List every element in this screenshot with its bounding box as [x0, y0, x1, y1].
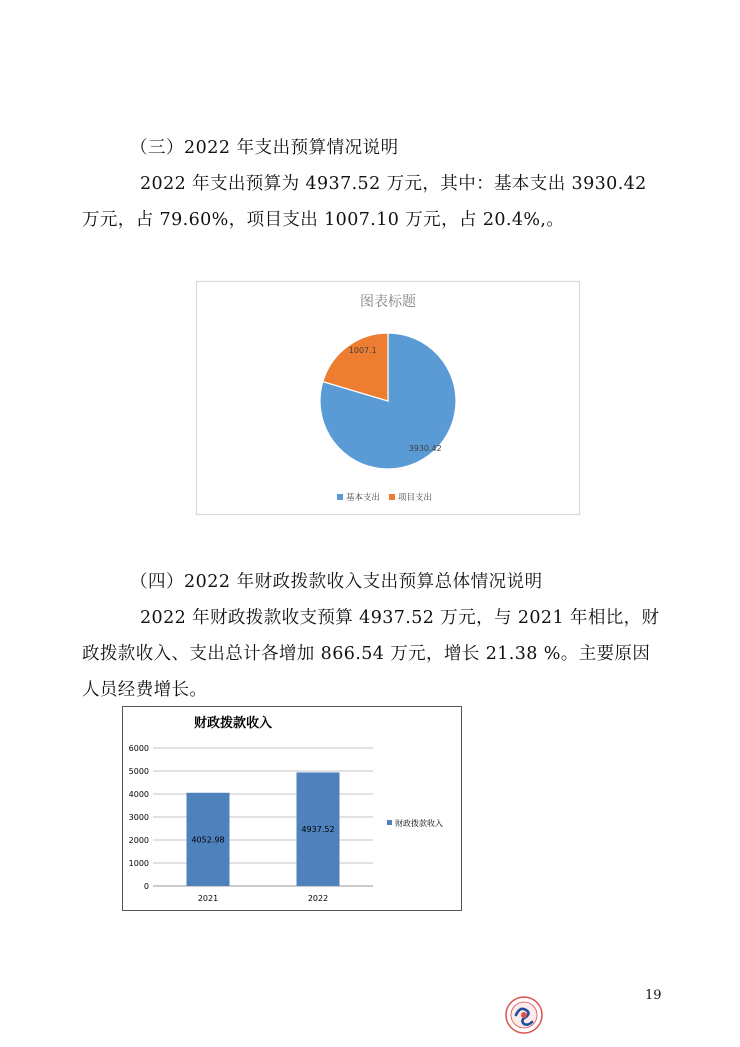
- pie-chart: [196, 281, 580, 515]
- y-tick-label: 0: [143, 882, 149, 891]
- seal-logo: [504, 995, 544, 1035]
- bar-chart: [122, 706, 462, 911]
- pie-chart-svg: [197, 282, 579, 514]
- data-label: 4052.98: [191, 835, 225, 845]
- y-tick-label: 2000: [128, 836, 149, 845]
- y-tick-label: 1000: [128, 859, 149, 868]
- section-heading: （三）2022 年支出预算情况说明: [130, 138, 399, 158]
- chart-title: 图表标题: [360, 294, 416, 310]
- legend-swatch: [337, 494, 343, 500]
- data-label: 3930.42: [408, 443, 442, 453]
- y-tick-label: 4000: [128, 790, 149, 799]
- data-label: 4937.52: [301, 825, 335, 835]
- x-tick-label: 2021: [197, 894, 219, 903]
- legend-item: 财政拨款收入: [395, 819, 443, 828]
- chart-title: 财政拨款收入: [193, 716, 273, 731]
- section-heading: （四）2022 年财政拨款收入支出预算总体情况说明: [130, 572, 543, 592]
- section-paragraph: 2022 年支出预算为 4937.52 万元，其中：基本支出 3930.42 万元，占 79.60%，项目支出 1007.10 万元，占 20.4%,。: [82, 174, 647, 230]
- legend-swatch: [387, 820, 392, 825]
- y-tick-label: 6000: [128, 744, 149, 753]
- page-number: 19: [645, 988, 662, 1003]
- y-tick-label: 3000: [128, 813, 149, 822]
- legend-item: 基本支出: [346, 493, 381, 503]
- x-tick-label: 2022: [307, 894, 329, 903]
- bar-chart-svg: [123, 707, 461, 910]
- section-paragraph: 2022 年财政拨款收支预算 4937.52 万元，与 2021 年相比，财政拨款收入、支出总计各增加 866.54 万元，增长 21.38 %。主要原因人员经费增长。: [82, 608, 660, 700]
- legend-swatch: [389, 494, 395, 500]
- legend-item: 项目支出: [398, 493, 433, 503]
- data-label: 1007.1: [348, 346, 377, 356]
- y-tick-label: 5000: [128, 767, 149, 776]
